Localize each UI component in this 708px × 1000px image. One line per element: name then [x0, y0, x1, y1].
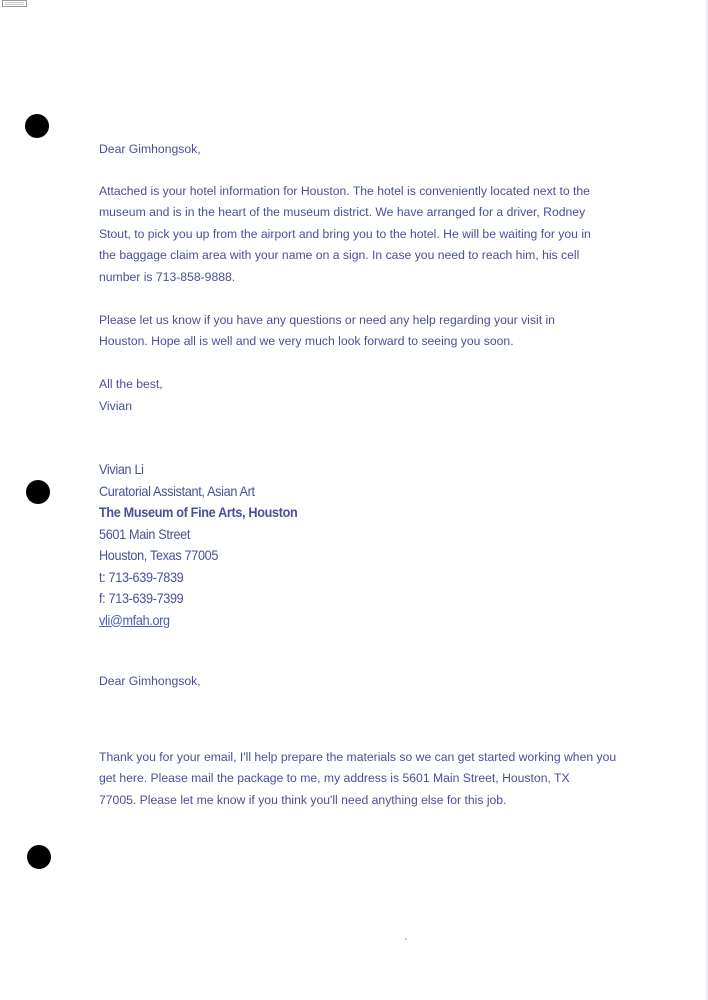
paragraph-line: Attached is your hotel information for Houston. The hotel is conveniently located next to the — [99, 184, 590, 198]
paragraph-line: museum and is in the heart of the museum district. We have arranged for a driver, Rodney — [99, 205, 586, 220]
paragraph-line: the baggage claim area with your name on a sign. In case you need to reach him, his cell — [99, 248, 580, 263]
paragraph-line: get here. Please mail the package to me, my address is 5601 Main Street, Houston, TX — [99, 771, 570, 786]
letter2-greeting: Dear Gimhongsok, — [99, 674, 201, 688]
signature-street: 5601 Main Street — [99, 526, 191, 542]
signature-fax: f: 713-639-7399 — [99, 591, 184, 606]
paragraph-line: Houston. Hope all is well and we very much look forward to seeing you soon. — [99, 334, 514, 349]
signature-phone: t: 713-639-7839 — [99, 569, 184, 585]
letter1-closing: All the best, — [99, 377, 163, 391]
letter1-greeting: Dear Gimhongsok, — [99, 142, 201, 156]
paragraph-line: Thank you for your email, I'll help prepare the materials so we can get started working when you — [99, 750, 617, 764]
scanner-stamp — [2, 0, 27, 7]
signature-email-link[interactable]: vli@mfah.org — [99, 612, 170, 628]
paragraph-line: Stout, to pick you up from the airport and bring you to the hotel. He will be waiting for you in — [99, 226, 591, 241]
paragraph-line: 77005. Please let me know if you think you'll need anything else for this job. — [99, 792, 507, 807]
signature-name: Vivian Li — [99, 462, 144, 477]
signature-title: Curatorial Assistant, Asian Art — [99, 483, 255, 499]
punch-hole-bottom — [27, 845, 51, 869]
scan-speck — [405, 938, 407, 940]
signature-organization: The Museum of Fine Arts, Houston — [99, 505, 298, 520]
signature-city: Houston, Texas 77005 — [99, 548, 219, 563]
letter1-closing-name: Vivian — [99, 399, 132, 413]
paragraph-line: number is 713-858-9888. — [99, 269, 236, 284]
paragraph-line: Please let us know if you have any questions or need any help regarding your visit in — [99, 313, 555, 327]
letter1-paragraph-2 — [99, 310, 619, 353]
punch-hole-top — [25, 114, 49, 138]
letter2-body — [99, 747, 619, 811]
email-signature — [99, 459, 312, 631]
letter1-paragraph-1 — [99, 181, 619, 288]
punch-hole-middle — [26, 480, 50, 504]
